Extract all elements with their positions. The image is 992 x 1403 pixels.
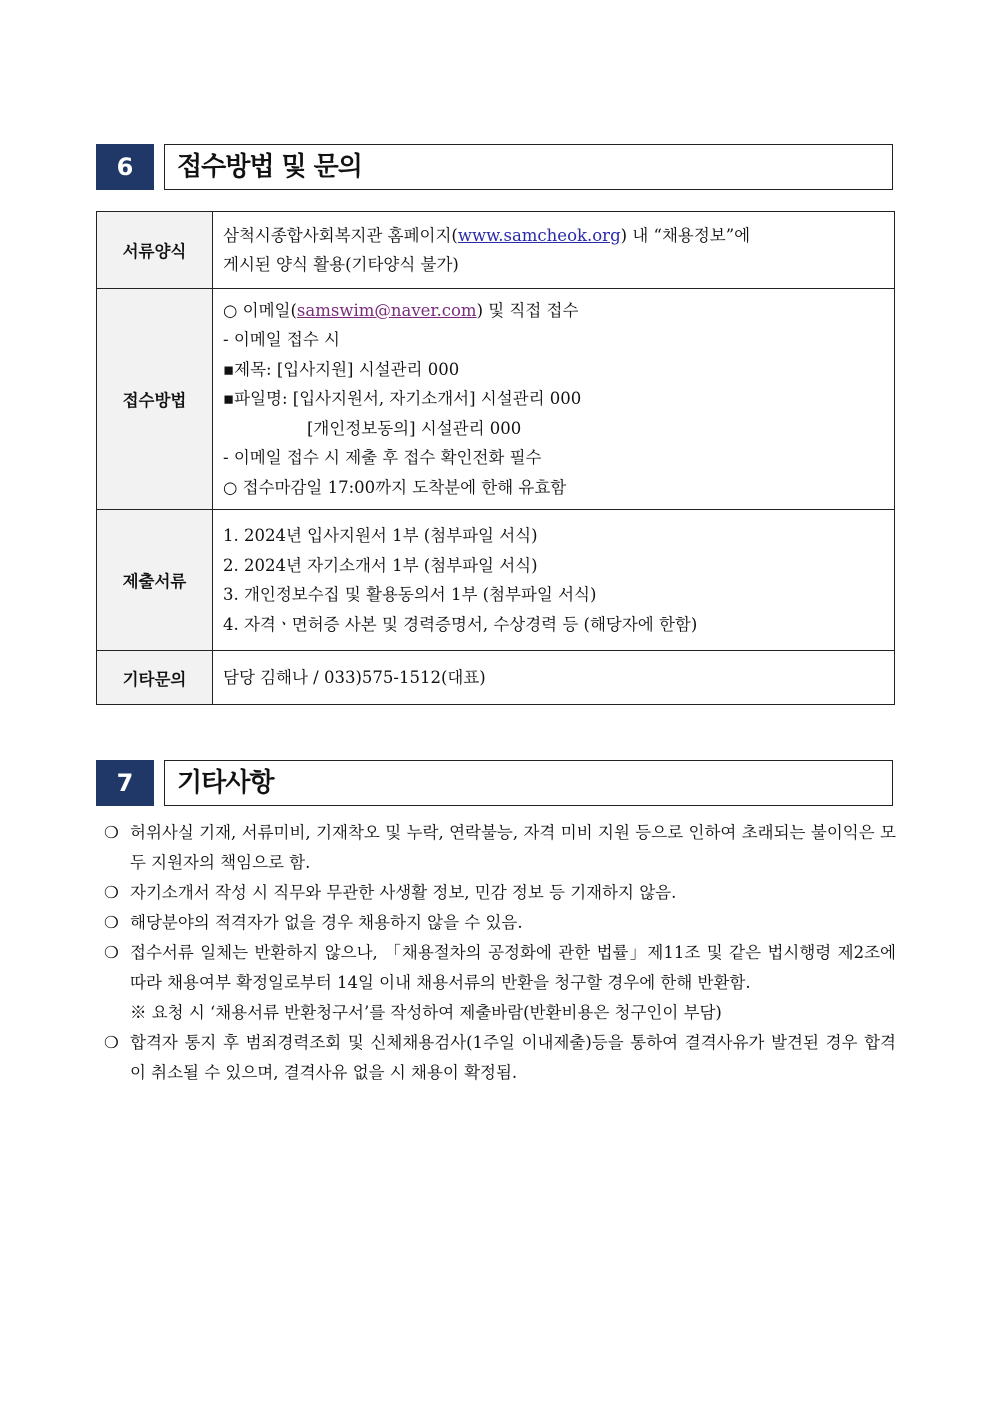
homepage-link[interactable]: www.samcheok.org [457,225,621,245]
contact-line: 담당 김해나 / 033)575-1512(대표) [223,667,486,687]
form-line-2: 게시된 양식 활용(기타양식 불가) [223,255,459,274]
note-item [102,1028,896,1088]
table-row-form [97,212,895,289]
document-item: 1. 2024년 입사지원서 1부 (첨부파일 서식) [223,526,538,545]
text: ○ 이메일( [223,300,297,320]
email-link[interactable]: samswim@naver.com [296,300,477,320]
notes-list [102,818,896,1088]
section-7-header [96,760,893,806]
document-item: 3. 개인정보수집 및 활용동의서 1부 (첨부파일 서식) [223,585,597,604]
note-item [102,908,896,938]
method-line-3: ▪제목: [입사지원] 시설관리 000 [223,359,460,379]
row-label: 접수방법 [97,289,213,510]
section-number: 6 [96,144,154,190]
note-text: 해당분야의 적격자가 없을 경우 채용하지 않을 수 있음. [130,913,523,932]
method-line-4: ▪파일명: [입사지원서, 자기소개서] 시설관리 000 [223,389,582,409]
document-item: 4. 자격ㆍ면허증 사본 및 경력증명서, 수상경력 등 (해당자에 한함) [223,614,698,634]
note-item [102,818,896,878]
circle-bullet-icon: ❍ [104,913,119,932]
method-line-1 [223,296,884,326]
note-item [102,938,896,998]
note-text: 허위사실 기재, 서류미비, 기재착오 및 누락, 연락불능, 자격 미비 지원 등으로 인하여 초래되는 불이익은 모두 지원자의 책임으로 함. [130,823,896,872]
section-title: 접수방법 및 문의 [177,152,362,182]
row-value [213,510,895,651]
row-value [213,289,895,510]
method-line-2: - 이메일 접수 시 [223,330,340,350]
text: 삼척시종합사회복지관 홈페이지( [223,225,458,245]
application-info-table [96,211,895,705]
note-text: 접수서류 일체는 반환하지 않으나, 「채용절차의 공정화에 관한 법률」제11조 및 같은 법시행령 제2조에 따라 채용여부 확정일로부터 14일 이내 채용서류의 반환을 청구할 경우에 한해 반환함. [130,943,896,992]
sub-note: ※ 요청 시 ‘채용서류 반환청구서’를 작성하여 제출바람(반환비용은 청구인이 부담) [130,1003,722,1022]
row-label: 제출서류 [97,510,213,651]
text: ) 내 “채용정보”에 [620,225,751,245]
circle-bullet-icon: ❍ [104,1033,119,1052]
circle-bullet-icon: ❍ [104,883,119,902]
text: ) 및 직접 접수 [476,300,579,320]
section-title-box [164,760,893,806]
section-number: 7 [96,760,154,806]
circle-bullet-icon: ❍ [104,943,119,962]
note-text: 자기소개서 작성 시 직무와 무관한 사생활 정보, 민감 정보 등 기재하지 않음. [130,883,677,902]
document-item: 2. 2024년 자기소개서 1부 (첨부파일 서식) [223,555,538,575]
table-row-method [97,289,895,510]
table-row-documents [97,510,895,651]
row-value [213,651,895,705]
note-item [102,878,896,908]
circle-bullet-icon: ❍ [104,823,119,842]
row-label: 서류양식 [97,212,213,289]
row-value [213,212,895,289]
form-line-1 [223,221,884,251]
section-6-header [96,144,893,190]
table-row-contact [97,651,895,705]
section-title: 기타사항 [177,768,274,798]
row-label: 기타문의 [97,651,213,705]
section-title-box [164,144,893,190]
method-line-6: - 이메일 접수 시 제출 후 접수 확인전화 필수 [223,448,542,468]
method-line-7: ○ 접수마감일 17:00까지 도착분에 한해 유효함 [223,477,567,497]
method-line-5: [개인정보동의] 시설관리 000 [307,418,522,438]
note-text: 합격자 통지 후 범죄경력조회 및 신체채용검사(1주일 이내제출)등을 통하여 결격사유가 발견된 경우 합격이 취소될 수 있으며, 결격사유 없을 시 채용이 확정됨. [130,1033,896,1082]
